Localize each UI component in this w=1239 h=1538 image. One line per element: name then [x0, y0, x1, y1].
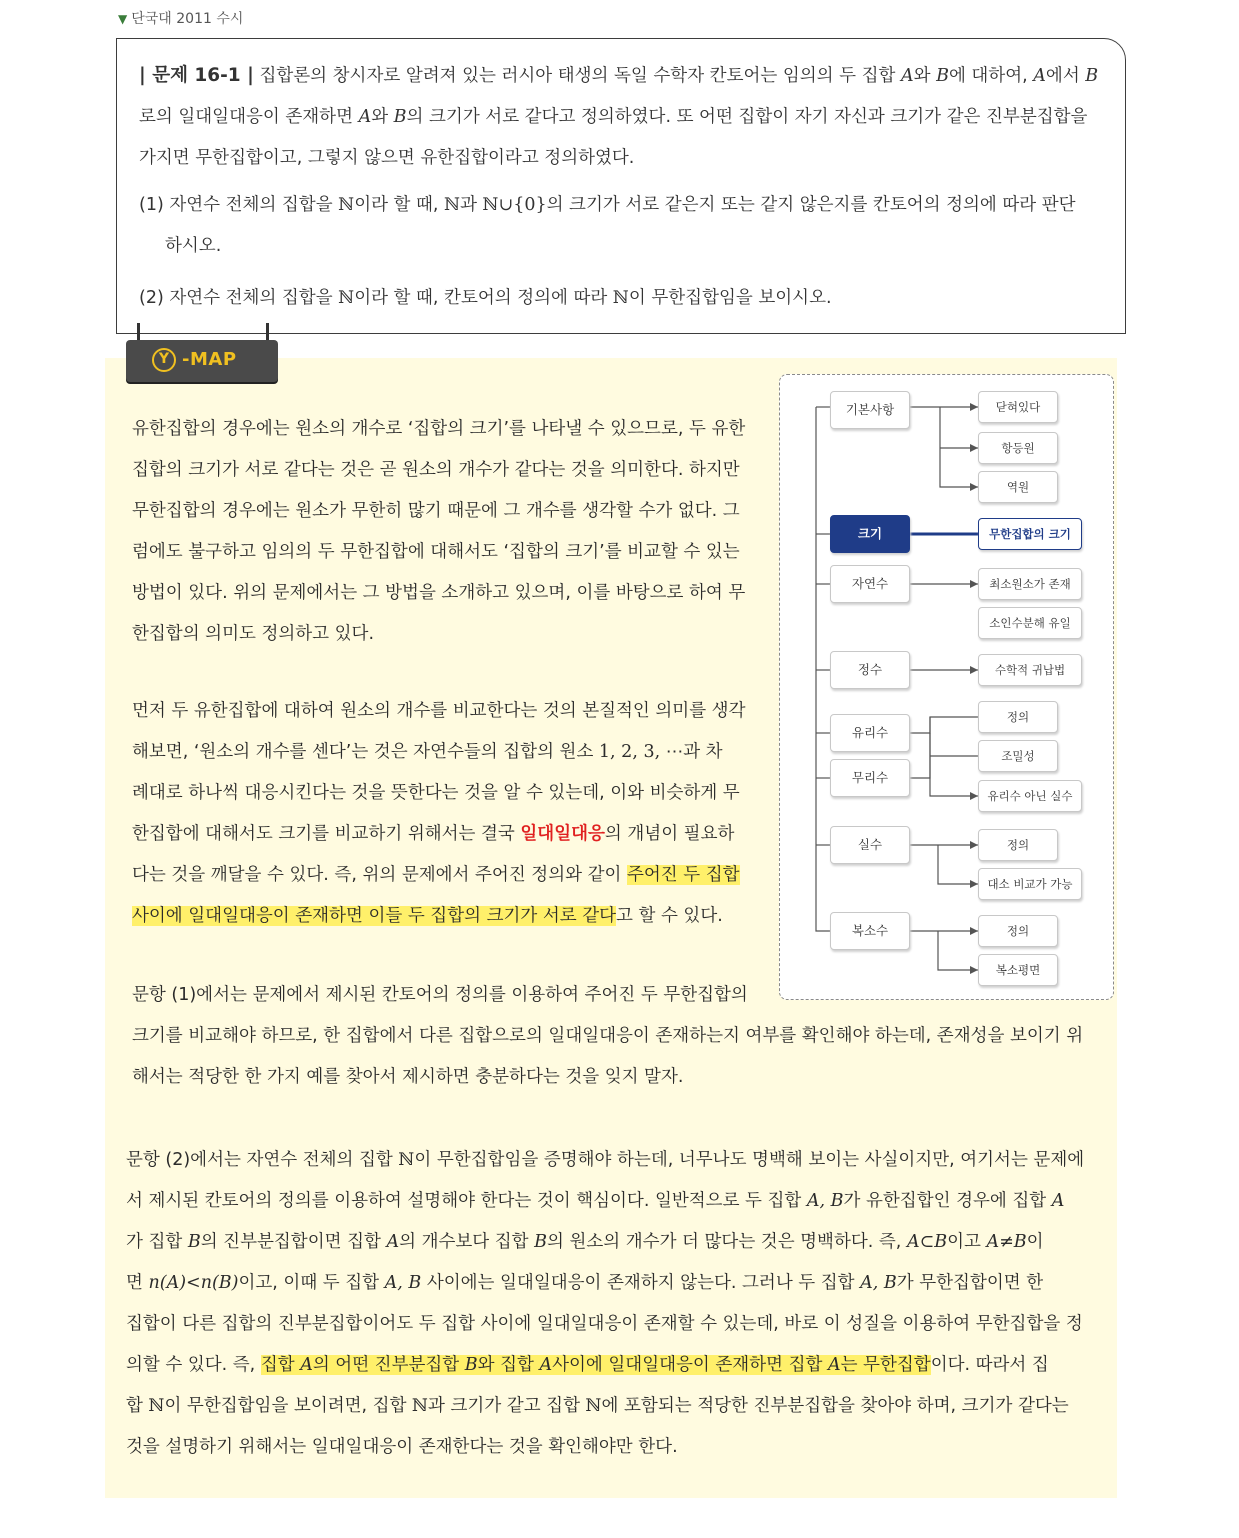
mind-map-node-basics: 기본사항 [830, 391, 910, 429]
problem-label: | 문제 16-1 | [139, 65, 254, 86]
triangle-icon: ▼ [118, 12, 128, 26]
mind-map-leaf-infinite-set-size: 무한집합의 크기 [978, 518, 1082, 550]
problem-question-1: (1) 자연수 전체의 집합을 ℕ이라 할 때, ℕ과 ℕ∪{0}의 크기가 서로 같은지 또는 같지 않은지를 칸토어의 정의에 따라 판단 하시오. [139, 195, 1076, 256]
mind-map-leaf-definition: 정의 [978, 915, 1058, 947]
commentary-paragraph-4: 문항 (2)에서는 자연수 전체의 집합 ℕ이 무한집합임을 증명해야 하는데, 너무나도 명백해 보이는 사실이지만, 여기서는 문제에 서 제시된 칸토어의 정의를 이용하여 설명해야 한다는 것이 핵심이다. 일반적으로 두 집합 A, B가 유한집합인 경우에 집합 A 가 집합 B의 진부분집합이면 집합 A의 개수보다 집합 B의 원소의 개수가 더 많다는 것은 명백하다. 즉, A⊂B이고 A≠B이 면 n(A)<n(B)이고, 이때 두 집합 A, B 사이에는 일대일대응이 존재하지 않는다. 그러나 두 집합 A, B가 무한집합이면 한 집합이 다른 집합의 진부분집합이어도 두 집합 사이에 일대일대응이 존재할 수 있는데, 바로 이 성질을 이용하여 무한집합을 정 의할 수 있다. 즉, 집합 A의 어떤 진부분집합 B와 집합 A사이에 일대일대응이 존재하면 집합 A는 무한집합이다. 따라서 집 합 ℕ이 무한집합임을 보이려면, 집합 ℕ과 크기가 같고 집합 ℕ에 포함되는 적당한 진부분집합을 찾아야 하며, 크기가 같다는 것을 설명하기 위해서는 일대일대응이 존재한다는 것을 확인해야만 한다. [126, 1150, 1085, 1457]
mind-map-node-natural-numbers: 자연수 [830, 565, 910, 603]
problem-intro [139, 55, 1109, 179]
problem-question-2: (2) 자연수 전체의 집합을 ℕ이라 할 때, 칸토어의 정의에 따라 ℕ이 무한집합임을 보이시오. [139, 288, 832, 308]
problem-intro-text: 집합론의 창시자로 알려져 있는 러시아 태생의 독일 수학자 칸토어는 임의의 두 집합 A와 B에 대하여, A에서 B로의 일대일대응이 존재하면 A와 B의 크기가 서로 같다고 정의하였다. 또 어떤 집합이 자기 자신과 크기가 같은 진부분집합을 가지면 무한집합이고, 그렇지 않으면 유한집합이라고 정의하였다. [139, 66, 1099, 168]
mind-map-node-real-numbers: 실수 [830, 826, 910, 864]
mind-map-node-integers: 정수 [830, 651, 910, 689]
commentary-paragraph-2: 먼저 두 유한집합에 대하여 원소의 개수를 비교한다는 것의 본질적인 의미를 생각 해보면, ‘원소의 개수를 센다’는 것은 자연수들의 집합의 원소 1, 2, 3, ⋯과 차 례대로 하나씩 대응시킨다는 것을 뜻한다는 것을 알 수 있는데, 이와 비슷하게 무 한집합에 대해서도 크기를 비교하기 위해서는 결국 일대일대응의 개념이 필요하 다는 것을 깨달을 수 있다. 즉, 위의 문제에서 주어진 정의와 같이 주어진 두 집합 사이에 일대일대응이 존재하면 이들 두 집합의 크기가 서로 같다고 할 수 있다. [132, 701, 746, 926]
concept-mind-map [779, 374, 1114, 1000]
mind-map-leaf-closed: 닫혀있다 [978, 391, 1058, 423]
mind-map-leaf-identity: 항등원 [978, 432, 1058, 464]
mind-map-leaf-density: 조밀성 [978, 740, 1058, 772]
mind-map-leaf-complex-plane: 복소평면 [978, 954, 1058, 986]
commentary-paragraph-1: 유한집합의 경우에는 원소의 개수로 ‘집합의 크기’를 나타낼 수 있으므로, 두 유한 집합의 크기가 서로 같다는 것은 곧 원소의 개수가 같다는 것을 의미한다. 하지만 무한집합의 경우에는 원소가 무한히 많기 때문에 그 개수를 생각할 수가 없다. 그 럼에도 불구하고 임의의 두 무한집합에 대해서도 ‘집합의 크기’를 비교할 수 있는 방법이 있다. 위의 문제에서는 그 방법을 소개하고 있으며, 이를 바탕으로 하여 무 한집합의 의미도 정의하고 있다. [132, 419, 746, 644]
ymap-label: -MAP [182, 349, 237, 370]
ymap-badge [126, 340, 278, 382]
mind-map-leaf-non-rational-real: 유리수 아닌 실수 [978, 780, 1082, 812]
mind-map-leaf-least-element: 최소원소가 존재 [978, 568, 1082, 600]
mind-map-node-complex-numbers: 복소수 [830, 912, 910, 950]
commentary-paragraph-3: 문항 (1)에서는 문제에서 제시된 칸토어의 정의를 이용하여 주어진 두 무한집합의 크기를 비교해야 하므로, 한 집합에서 다른 집합으로의 일대일대응이 존재하는지 여부를 확인해야 하는데, 존재성을 보이기 위 해서는 적당한 한 가지 예를 찾아서 제시하면 충분하다는 것을 잊지 말자. [132, 985, 1084, 1087]
header-tag-text: 단국대 2011 수시 [131, 11, 244, 27]
mind-map-leaf-unique-factorization: 소인수분해 유일 [978, 607, 1082, 639]
mind-map-leaf-definition: 정의 [978, 829, 1058, 861]
mind-map-connectors [780, 375, 1115, 1001]
mind-map-node-rational-numbers: 유리수 [830, 714, 910, 752]
mind-map-node-irrational-numbers: 무리수 [830, 759, 910, 797]
mind-map-leaf-induction: 수학적 귀납법 [978, 654, 1082, 686]
header-tag [118, 8, 243, 28]
problem-box [116, 38, 1126, 334]
ymap-icon: Y [152, 348, 176, 372]
mind-map-leaf-definition: 정의 [978, 701, 1058, 733]
mind-map-node-size: 크기 [830, 515, 910, 553]
mind-map-leaf-inverse: 역원 [978, 471, 1058, 503]
mind-map-leaf-comparable: 대소 비교가 가능 [978, 868, 1082, 900]
